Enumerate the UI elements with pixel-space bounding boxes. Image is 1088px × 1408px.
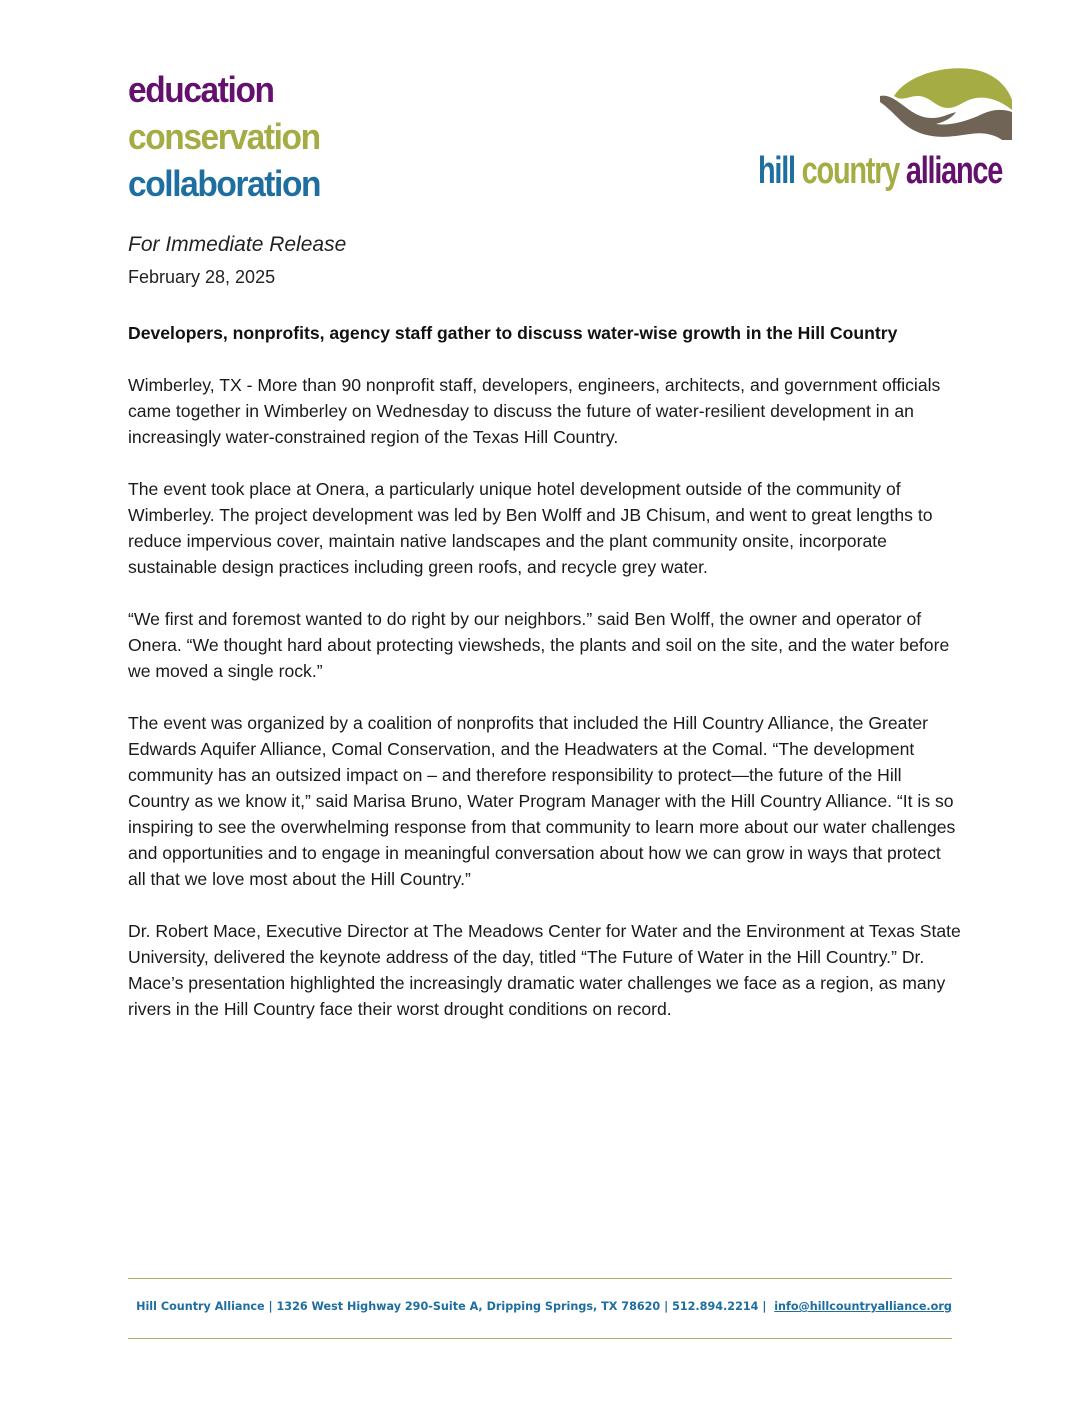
- tagline-collaboration: collaboration: [128, 163, 321, 204]
- logo-word-country: country: [801, 150, 900, 192]
- tagline: [128, 66, 320, 207]
- headline: Developers, nonprofits, agency staff gather to discuss water-wise growth in the Hill Country: [128, 323, 898, 343]
- footer-divider-bottom: [128, 1338, 952, 1339]
- footer-contact: [128, 1300, 960, 1313]
- release-date: February 28, 2025: [128, 267, 276, 287]
- logo-wordmark: [758, 150, 1002, 193]
- release-label: For Immediate Release: [128, 233, 347, 256]
- paragraph: “We first and foremost wanted to do right by our neighbors.” said Ben Wolff, the owner and operator of Onera. “We thought hard about protecting viewsheds, the plants and soil on the site, and the water before we moved a single rock.”: [128, 609, 950, 681]
- footer-email-link[interactable]: info@hillcountryalliance.org: [774, 1300, 952, 1313]
- paragraph: The event took place at Onera, a particularly unique hotel development outside of the community of Wimberley. The project development was led by Ben Wolff and JB Chisum, and went to great lengths to reduce impervious cover, maintain native landscapes and the plant community onsite, incorporate sustainable design practices including green roofs, and recycle grey water.: [128, 479, 933, 577]
- tagline-conservation: conservation: [128, 116, 320, 157]
- paragraph: The event was organized by a coalition of nonprofits that included the Hill Country Alliance, the Greater Edwards Aquifer Alliance, Comal Conservation, and the Headwaters at the Comal. “The development community has an outsized impact on – and therefore responsibility to protect—the future of the Hill Country as we know it,” said Marisa Bruno, Water Program Manager with the Hill Country Alliance. “It is so inspiring to see the overwhelming response from that community to learn more about our water challenges and opportunities and to engage in meaningful conversation about how we can grow in ways that protect all that we love most about the Hill Country.”: [128, 713, 956, 889]
- tagline-education: education: [128, 69, 274, 110]
- hill-country-alliance-logo: [758, 66, 1016, 202]
- press-release-body: [128, 320, 963, 1048]
- logo-word-hill: hill: [758, 150, 795, 192]
- footer-address: Hill Country Alliance | 1326 West Highway 290-Suite A, Dripping Springs, TX 78620 | 512.894.2214 |: [136, 1300, 767, 1313]
- paragraph: Wimberley, TX - More than 90 nonprofit staff, developers, engineers, architects, and government officials came together in Wimberley on Wednesday to discuss the future of water-resilient development in an increasingly water-constrained region of the Texas Hill Country.: [128, 375, 941, 447]
- logo-word-alliance: alliance: [905, 150, 1003, 192]
- footer-divider-top: [128, 1278, 952, 1279]
- paragraph: Dr. Robert Mace, Executive Director at The Meadows Center for Water and the Environment at Texas State University, delivered the keynote address of the day, titled “The Future of Water in the Hill Country.” Dr. Mace’s presentation highlighted the increasingly dramatic water challenges we face as a region, as many rivers in the Hill Country face their worst drought conditions on record.: [128, 921, 961, 1019]
- hands-holding-land-icon: [878, 66, 1014, 142]
